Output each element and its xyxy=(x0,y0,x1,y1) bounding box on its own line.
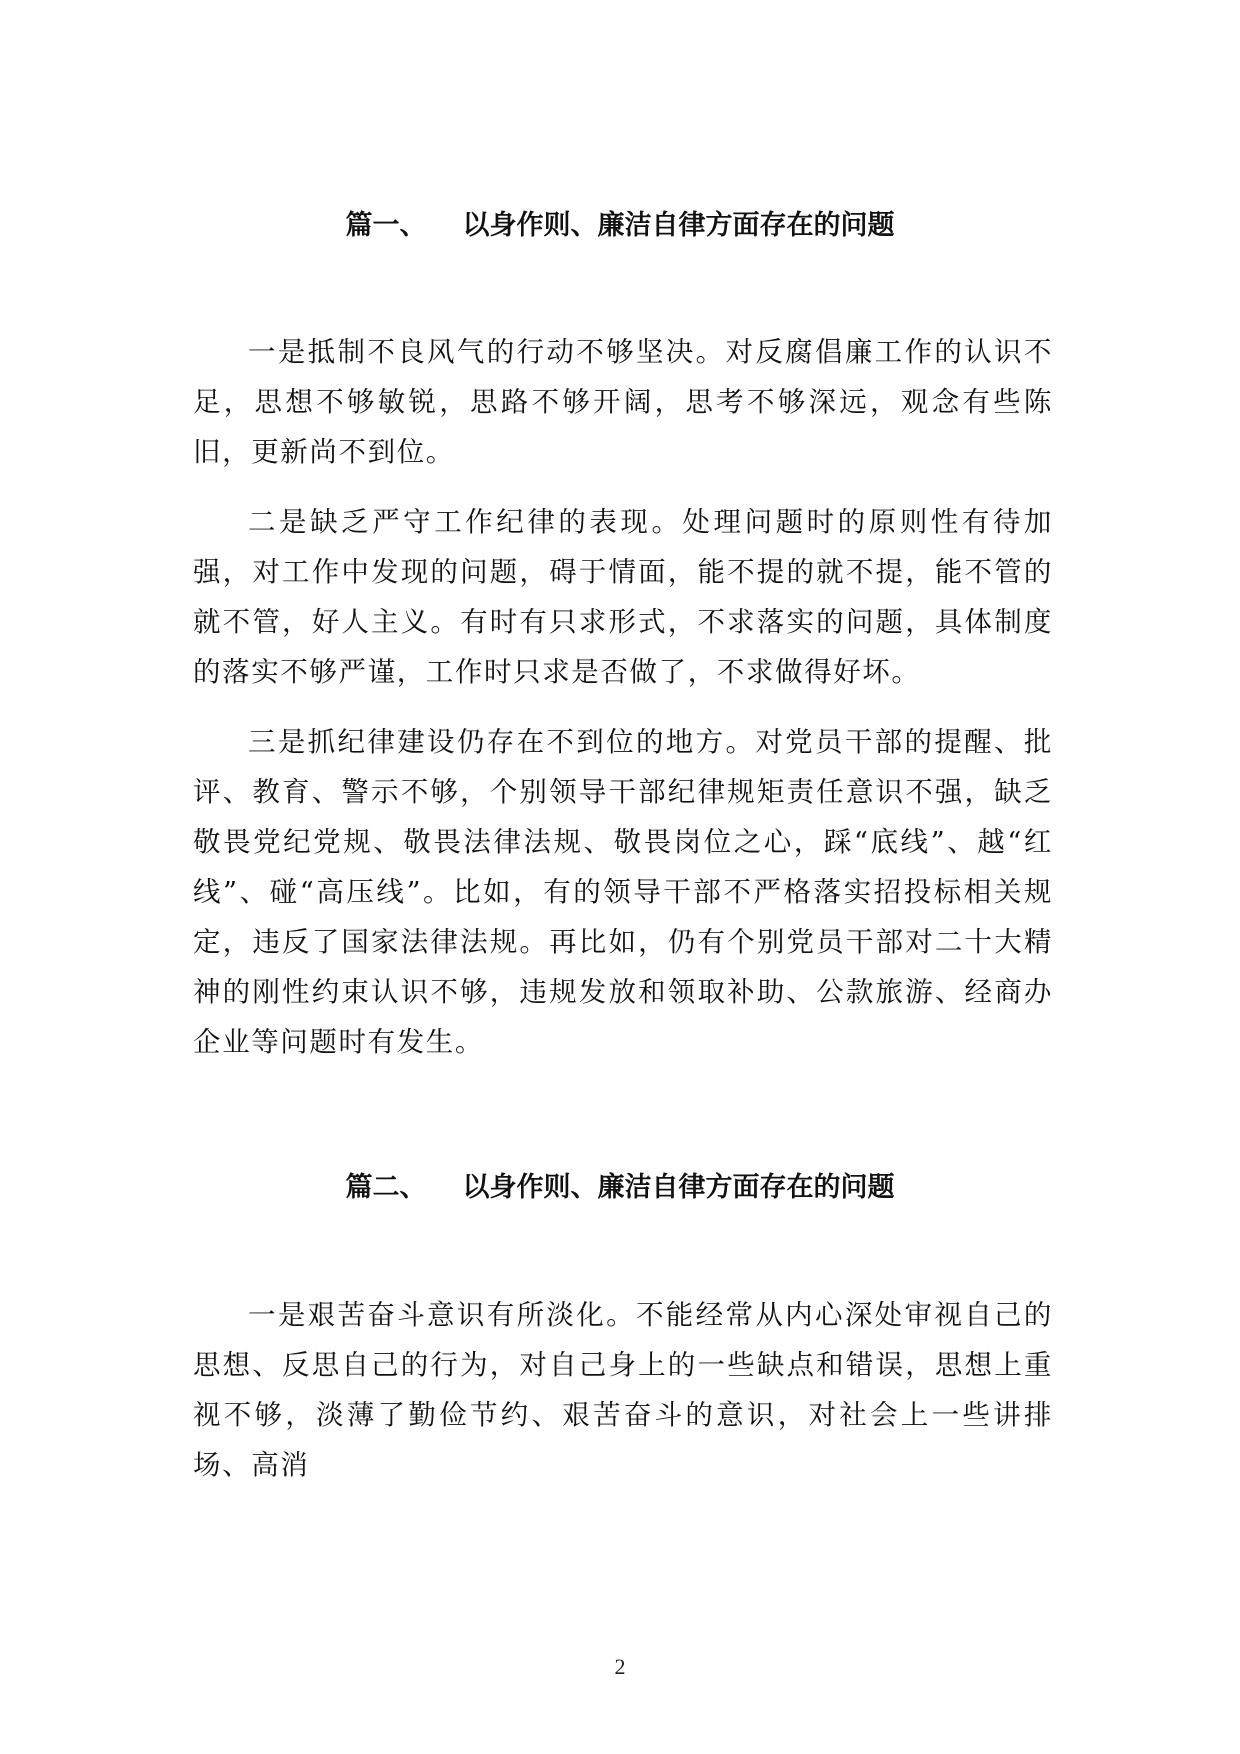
section-1-heading xyxy=(0,206,1240,246)
section-2-heading xyxy=(0,1168,1240,1208)
section-2-paragraph-1: 一是艰苦奋斗意识有所淡化。不能经常从内心深处审视自己的思想、反思自己的行为，对自己身上的一些缺点和错误，思想上重视不够，淡薄了勤俭节约、艰苦奋斗的意识，对社会上一些讲排场、高消 xyxy=(193,1299,1053,1481)
section-2-title: 以身作则、廉洁自律方面存在的问题 xyxy=(462,1172,895,1203)
page-number: 2 xyxy=(614,1654,626,1679)
section-1-paragraph-1: 一是抵制不良风气的行动不够坚决。对反腐倡廉工作的认识不足，思想不够敏锐，思路不够开阔，思考不够深远，观念有些陈旧，更新尚不到位。 xyxy=(193,336,1053,468)
section-1-paragraph-2: 二是缺乏严守工作纪律的表现。处理问题时的原则性有待加强，对工作中发现的问题，碍于情面，能不提的就不提，能不管的就不管，好人主义。有时有只求形式，不求落实的问题，具体制度的落实不够严谨，工作时只求是否做了，不求做得好坏。 xyxy=(193,506,1053,688)
section-1-title: 以身作则、廉洁自律方面存在的问题 xyxy=(462,210,895,241)
section-1-number: 篇一、 xyxy=(345,210,427,241)
section-1-paragraph-3: 三是抓纪律建设仍存在不到位的地方。对党员干部的提醒、批评、教育、警示不够，个别领导干部纪律规矩责任意识不强，缺乏敬畏党纪党规、敬畏法律法规、敬畏岗位之心，踩“底线”、越“红线”、碰“高压线”。比如，有的领导干部不严格落实招投标相关规定，违反了国家法律法规。再比如，仍有个别党员干部对二十大精神的刚性约束认识不够，违规发放和领取补助、公款旅游、经商办企业等问题时有发生。 xyxy=(193,726,1053,1058)
section-2-body xyxy=(193,1290,1053,1510)
section-2-number: 篇二、 xyxy=(345,1172,427,1203)
section-1-body xyxy=(193,327,1053,1087)
